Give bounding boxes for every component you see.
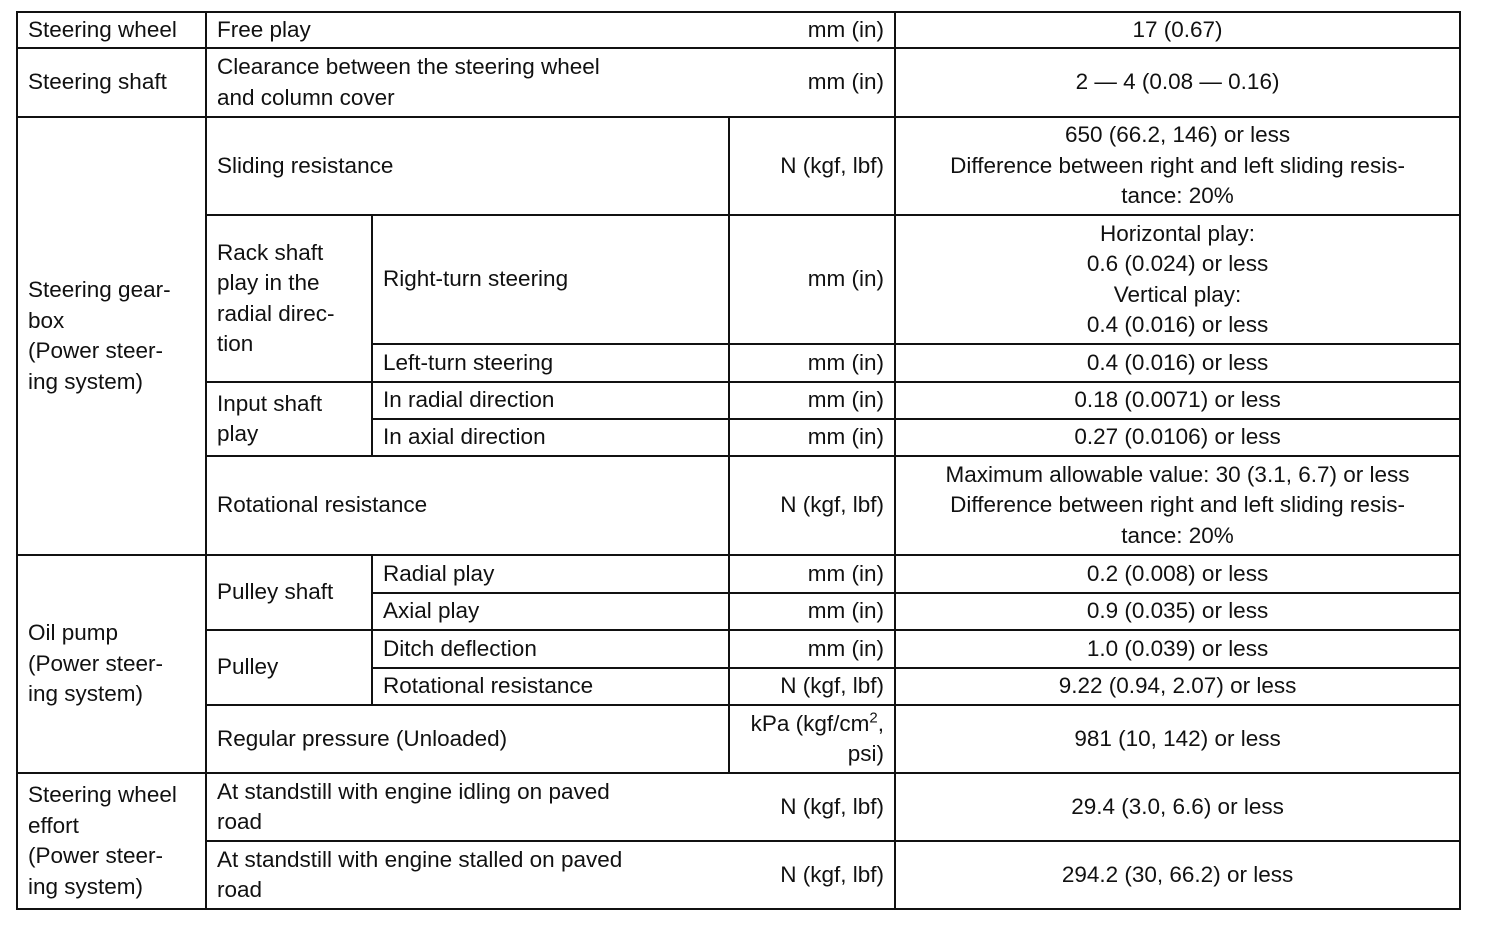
category-cell: Steering wheel effort (Power steer- ing system) [17, 773, 206, 909]
value-cell: 650 (66.2, 146) or less Difference between right and left sliding resis- tance: 20% [895, 117, 1460, 215]
category-cell: Steering gear- box (Power steer- ing system) [17, 117, 206, 555]
unit-label: mm (in) [807, 69, 885, 95]
item-label: At standstill with engine stalled on paved road [217, 846, 623, 902]
item-cell: Right-turn steering [372, 215, 729, 344]
unit-cell: mm (in) [729, 382, 895, 419]
value-cell: 981 (10, 142) or less [895, 705, 1460, 773]
value-cell: 17 (0.67) [895, 12, 1460, 48]
item-label: At standstill with engine idling on paved road [217, 778, 610, 834]
table-row [17, 117, 1460, 215]
item-cell [206, 48, 895, 117]
unit-cell: kPa ($kgf/cm^2$, psi) [729, 705, 895, 773]
unit-label: N (kgf, lbf) [780, 861, 885, 887]
item-cell: In axial direction [372, 419, 729, 456]
table-row [17, 555, 1460, 593]
value-cell: 29.4 (3.0, 6.6) or less [895, 773, 1460, 841]
category-cell: Steering wheel [17, 12, 206, 48]
value-cell: 0.4 (0.016) or less [895, 344, 1460, 382]
unit-cell: N (kgf, lbf) [729, 117, 895, 215]
group-cell: Pulley shaft [206, 555, 372, 630]
table-row [17, 48, 1460, 117]
item-cell: Axial play [372, 593, 729, 630]
item-cell: Ditch deflection [372, 630, 729, 668]
unit-label: N (kgf, lbf) [780, 793, 885, 819]
unit-cell: mm (in) [729, 555, 895, 593]
unit-cell: N (kgf, lbf) [729, 456, 895, 555]
item-cell: Regular pressure (Unloaded) [206, 705, 729, 773]
value-cell: Maximum allowable value: 30 (3.1, 6.7) or less Difference between right and left sliding resis- tance: 20% [895, 456, 1460, 555]
category-cell: Oil pump (Power steer- ing system) [17, 555, 206, 773]
table-row [17, 215, 1460, 344]
value-cell: Horizontal play: 0.6 (0.024) or less Vertical play: 0.4 (0.016) or less [895, 215, 1460, 344]
category-cell: Steering shaft [17, 48, 206, 117]
table-row [17, 12, 1460, 48]
item-label: Free play [217, 16, 311, 42]
group-cell: Pulley [206, 630, 372, 705]
item-cell: Sliding resistance [206, 117, 729, 215]
group-cell: Rack shaft play in the radial direc- tion [206, 215, 372, 382]
specification-table [16, 11, 1461, 910]
value-cell: 0.27 (0.0106) or less [895, 419, 1460, 456]
item-cell [206, 12, 895, 48]
unit-cell: mm (in) [729, 215, 895, 344]
value-cell: 1.0 (0.039) or less [895, 630, 1460, 668]
item-cell [206, 773, 895, 841]
value-cell: 0.2 (0.008) or less [895, 555, 1460, 593]
value-cell: 0.9 (0.035) or less [895, 593, 1460, 630]
item-cell: Rotational resistance [206, 456, 729, 555]
unit-cell: N (kgf, lbf) [729, 668, 895, 705]
value-cell: 294.2 (30, 66.2) or less [895, 841, 1460, 909]
item-cell: Rotational resistance [372, 668, 729, 705]
unit-cell: mm (in) [729, 630, 895, 668]
item-cell: Left-turn steering [372, 344, 729, 382]
item-cell [206, 841, 895, 909]
table-row [17, 382, 1460, 419]
unit-cell: mm (in) [729, 344, 895, 382]
item-cell: Radial play [372, 555, 729, 593]
unit-label: mm (in) [807, 16, 885, 42]
table-row [17, 841, 1460, 909]
value-cell: 0.18 (0.0071) or less [895, 382, 1460, 419]
item-label: Clearance between the steering wheel and column cover [217, 54, 600, 110]
group-cell: Input shaft play [206, 382, 372, 456]
unit-cell: mm (in) [729, 419, 895, 456]
unit-cell: mm (in) [729, 593, 895, 630]
value-cell: 9.22 (0.94, 2.07) or less [895, 668, 1460, 705]
table-row [17, 630, 1460, 668]
item-cell: In radial direction [372, 382, 729, 419]
value-cell: 2 — 4 (0.08 — 0.16) [895, 48, 1460, 117]
table-row [17, 456, 1460, 555]
table-row [17, 705, 1460, 773]
table-row [17, 773, 1460, 841]
